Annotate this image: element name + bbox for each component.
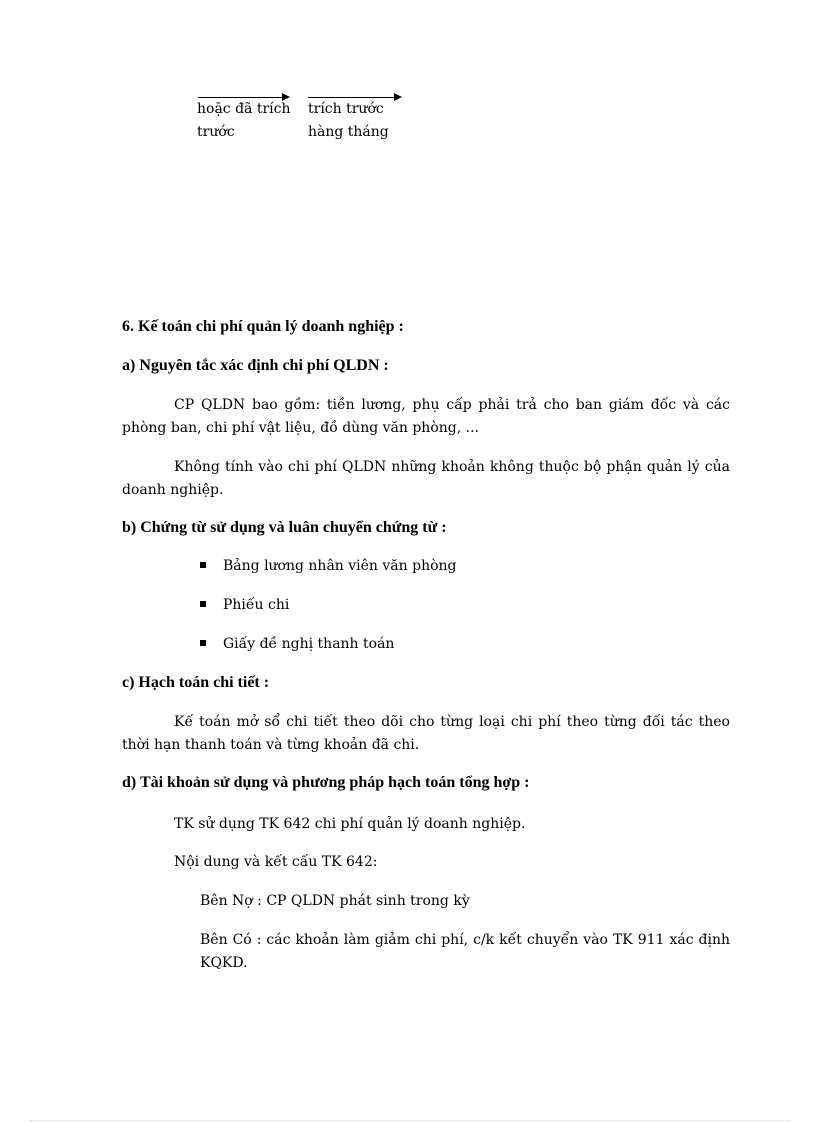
bullet-icon <box>200 601 206 607</box>
paragraph-a1: CP QLDN bao gồm: tiền lương, phụ cấp phải trả cho ban giám đốc và các phòng ban, chi phí vật liệu, đồ dùng văn phòng, ... <box>122 397 730 436</box>
heading-b: b) Chứng từ sử dụng và luân chuyển chứng từ : <box>122 519 447 536</box>
paragraph-d2: Nội dung và kết cấu TK 642: <box>174 854 378 870</box>
heading-c: c) Hạch toán chi tiết : <box>122 674 270 691</box>
paragraph-a2: Không tính vào chi phí QLDN những khoản không thuộc bộ phận quản lý của doanh nghiệp. <box>122 459 730 498</box>
list-item <box>200 558 457 574</box>
page-bottom-rule <box>30 1120 790 1121</box>
bullet-icon <box>200 640 206 646</box>
list-item-text: Bảng lương nhân viên văn phòng <box>223 558 457 574</box>
ben-co-line: Bên Có : các khoản làm giảm chi phí, c/k kết chuyển vào TK 911 xác định KQKD. <box>200 932 730 971</box>
section-title: 6. Kế toán chi phí quản lý doanh nghiệp : <box>122 318 404 335</box>
list-item <box>200 597 289 613</box>
list-item-text: Giấy đề nghị thanh toán <box>223 636 395 652</box>
bullet-icon <box>200 562 206 568</box>
list-item <box>200 636 394 652</box>
diagram-label-left: hoặc đã trích trước <box>197 101 291 140</box>
paragraph-c1: Kế toán mở sổ chi tiết theo dõi cho từng loại chi phí theo từng đối tác theo thời hạn thanh toán và từng khoản đã chi. <box>122 714 730 753</box>
list-item-text: Phiếu chi <box>223 597 290 613</box>
heading-a: a) Nguyên tắc xác định chi phí QLDN : <box>122 357 389 374</box>
diagram-label-right: trích trước hàng tháng <box>308 101 389 140</box>
ben-no-line: Bên Nợ : CP QLDN phát sinh trong kỳ <box>200 893 470 909</box>
heading-d: d) Tài khoản sử dụng và phương pháp hạch toán tổng hợp : <box>122 774 530 791</box>
paragraph-d1: TK sử dụng TK 642 chi phí quản lý doanh nghiệp. <box>174 816 526 832</box>
